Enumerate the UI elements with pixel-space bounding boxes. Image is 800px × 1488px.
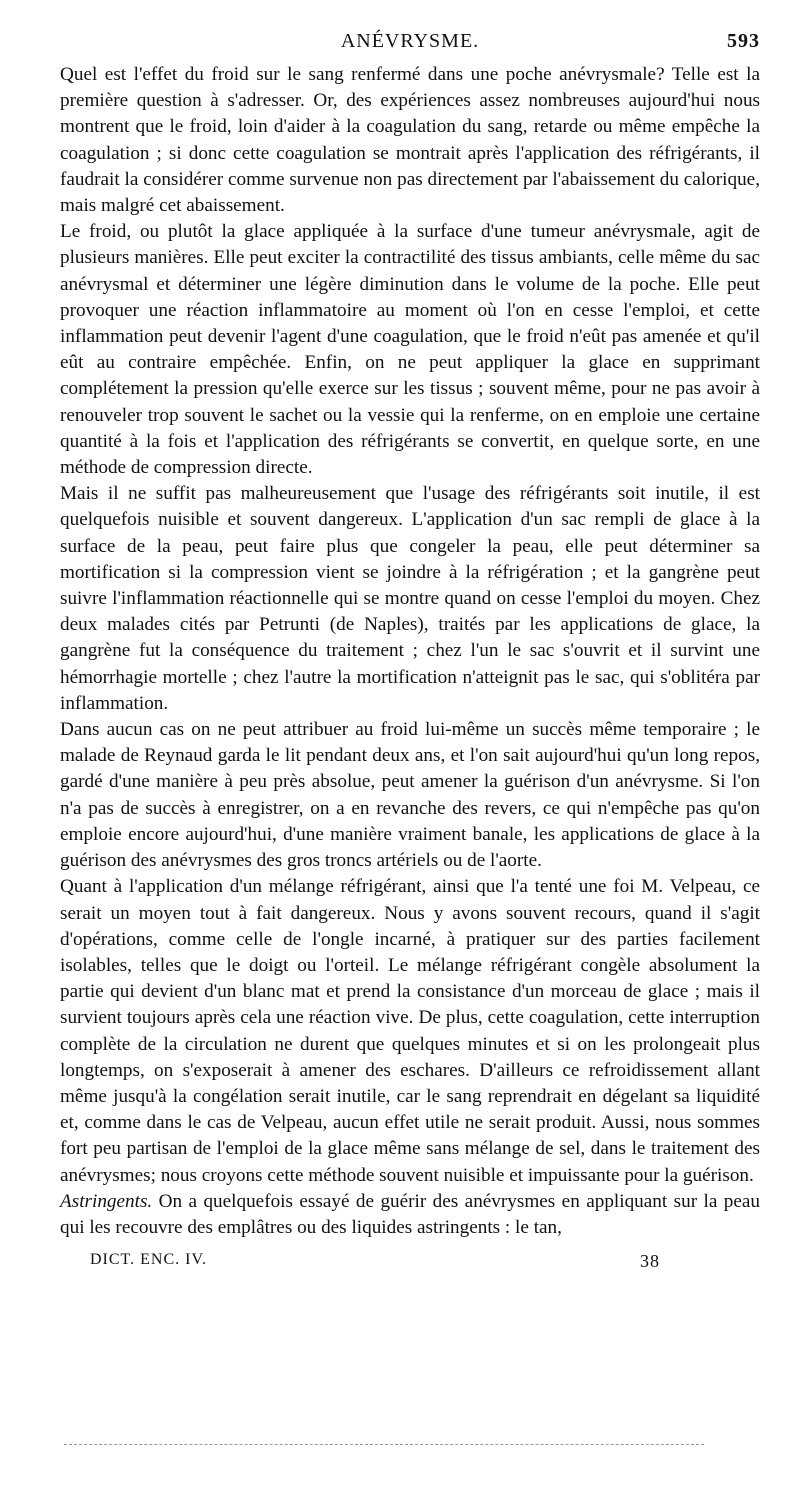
printer-signature: DICT. ENC. IV. [90, 1251, 207, 1269]
page-footer [60, 1251, 760, 1277]
sheet-number: 38 [640, 1251, 660, 1272]
paragraph-glace-manieres: Le froid, ou plutôt la glace appliquée à la surface d'une tumeur anévrysmale, agit de plusieurs manières. Elle peut exciter la contractilité des tissus ambiants, celle même du sac anévrysmal et déterminer une légère diminution dans le volume de la poche. Elle peut provoquer une réaction inflammatoire au moment où l'on en cesse l'emploi, et cette inflammation peut devenir l'agent d'une coagulation, que le froid n'eût pas amenée et qu'il eût au contraire empêchée. Enfin, on ne peut appliquer la glace en supprimant complétement la pression qu'elle exerce sur les tissus ; souvent même, pour ne pas avoir à renouveler trop souvent le sachet ou la vessie qui la renferme, on en emploie une certaine quantité à la fois et l'application des réfrigérants se convertit, en quelque sorte, en une méthode de compression directe. [60, 221, 760, 479]
running-title: ANÉVRYSME. [340, 30, 480, 52]
section-lead-astringents: Astringents. [60, 1190, 153, 1212]
paragraph-aucun-succes: Dans aucun cas on ne peut attribuer au froid lui-même un succès même temporaire ; le malade de Reynaud garda le lit pendant deux ans, et l'on sait aujourd'hui qu'un long repos, gardé d'une manière à peu près absolue, peut amener la guérison d'un anévrysme. Si l'on n'a pas de succès à enregistrer, on a en revanche des revers, ce qui n'empêche pas qu'on emploie encore aujourd'hui, d'une manière vraiment banale, les applications de glace à la guérison des anévrysmes des gros troncs artériels ou de l'aorte. [60, 719, 760, 872]
paragraph-astringents [60, 1189, 760, 1241]
paragraph-melange-refrigerant: Quant à l'application d'un mélange réfrigérant, ainsi que l'a tenté une foi M. Velpeau, ce serait un moyen tout à fait dangereux. Nous y avons souvent recours, quand il s'agit d'opérations, comme celle de l'ongle incarné, à pratiquer sur des parties facilement isolables, telles que le doigt ou l'orteil. Le mélange réfrigérant congèle absolument la partie qui devient d'un blanc mat et prend la consistance d'un morceau de glace ; mais il survient toujours après cela une réaction vive. De plus, cette coagulation, cette interruption complète de la circulation ne durent que quelques minutes et si on les prolongeait plus longtemps, on s'exposerait à amener des eschares. D'ailleurs ce refroidissement allant même jusqu'à la congélation serait inutile, car le sang reprendrait en dégelant sa liquidité et, comme dans le cas de Velpeau, aucun effet utile ne serait produit. Aussi, nous sommes fort peu partisan de l'emploi de la glace même sans mélange de sel, dans le traitement des anévrysmes; nous croyons cette méthode souvent nuisible et impuissante pour la guérison. [60, 876, 760, 1186]
running-header [60, 30, 760, 56]
paragraph-froid-sang: Quel est l'effet du froid sur le sang renfermé dans une poche anévrysmale? Telle est la première question à s'adresser. Or, des expériences assez nombreuses aujourd'hui nous montrent que le froid, loin d'aider à la coagulation du sang, retarde ou même empêche la coagulation ; si donc cette coagulation se montrait après l'application des réfrigérants, il faudrait la considérer comme survenue non pas directement par l'abaissement du calorique, mais malgré cet abaissement. [60, 64, 760, 217]
document-page [60, 30, 760, 1277]
bottom-rule [64, 1444, 704, 1445]
paragraph-refrigerants-nuisible: Mais il ne suffit pas malheureusement que l'usage des réfrigérants soit inutile, il est quelquefois nuisible et souvent dangereux. L'application d'un sac rempli de glace à la surface de la peau, peut faire plus que congeler la peau, elle peut déterminer sa mortification si la compression vient se joindre à la réfrigération ; et la gangrène peut suivre l'inflammation réactionnelle qui se montre quand on cesse l'emploi du moyen. Chez deux malades cités par Petrunti (de Naples), traités par les applications de glace, la gangrène fut la conséquence du traitement ; chez l'un le sac s'ouvrit et il survint une hémorrhagie mortelle ; chez l'autre la mortification n'atteignit pas le sac, qui s'oblitéra par inflammation. [60, 483, 760, 714]
body-text [60, 62, 760, 1241]
page-number: 593 [727, 30, 760, 52]
paragraph-astringents-text: On a quelquefois essayé de guérir des anévrysmes en appliquant sur la peau qui les recouvre des emplâtres ou des liquides astringents : le tan, [60, 1190, 760, 1238]
